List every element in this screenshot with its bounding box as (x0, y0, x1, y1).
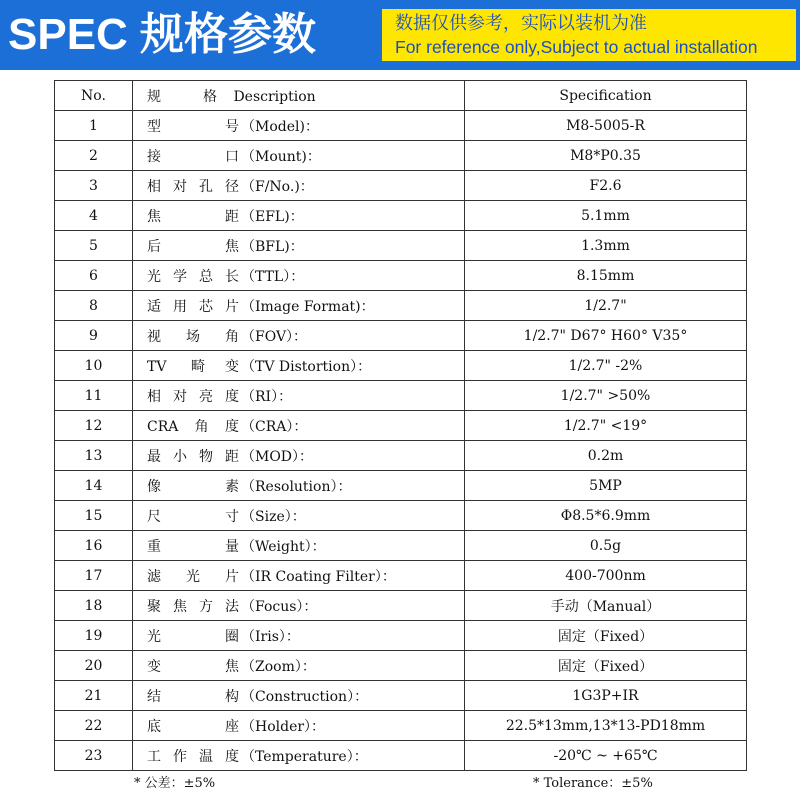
row-specification: 1/2.7" -2% (465, 351, 747, 381)
row-description-en: （CRA）： (241, 418, 308, 435)
row-description (133, 351, 465, 381)
row-description-en: （Holder）： (241, 718, 326, 735)
row-description-en: （TV Distortion）： (241, 358, 372, 375)
row-description (133, 261, 465, 291)
row-description-en: （Resolution）： (241, 478, 352, 495)
row-description (133, 621, 465, 651)
row-number: 11 (55, 381, 133, 411)
row-description (133, 111, 465, 141)
row-description-cn: 像素 (147, 478, 239, 495)
row-description-cn: 视场角 (147, 328, 239, 345)
table-row (55, 351, 747, 381)
row-description (133, 711, 465, 741)
row-description-en: （MOD）： (241, 448, 314, 465)
table-row (55, 681, 747, 711)
row-number: 14 (55, 471, 133, 501)
row-description (133, 291, 465, 321)
table-row (55, 531, 747, 561)
row-number: 8 (55, 291, 133, 321)
row-description (133, 531, 465, 561)
row-description-cn: 相对亮度 (147, 388, 239, 405)
table-row (55, 171, 747, 201)
row-specification: 400-700nm (465, 561, 747, 591)
row-specification: 5.1mm (465, 201, 747, 231)
row-description (133, 681, 465, 711)
row-specification: 0.5g (465, 531, 747, 561)
row-description (133, 651, 465, 681)
row-specification: 22.5*13mm,13*13-PD18mm (465, 711, 747, 741)
row-description-en: （Temperature）： (241, 748, 368, 765)
table-row (55, 411, 747, 441)
row-description-en: （TTL）： (241, 268, 305, 285)
row-description (133, 141, 465, 171)
row-specification: M8-5005-R (465, 111, 747, 141)
row-description (133, 591, 465, 621)
row-number: 19 (55, 621, 133, 651)
row-description-en: （Mount)： (241, 148, 321, 165)
row-description-en: （Image Format)： (241, 298, 375, 315)
row-specification: 0.2m (465, 441, 747, 471)
table-row (55, 561, 747, 591)
spec-table-body (55, 111, 747, 771)
column-header-specification: Specification (465, 81, 747, 111)
table-row (55, 621, 747, 651)
row-description-cn: 工作温度 (147, 748, 239, 765)
row-number: 17 (55, 561, 133, 591)
row-description (133, 321, 465, 351)
row-description-cn: 焦距 (147, 208, 239, 225)
table-header-row (55, 81, 747, 111)
row-description-cn: 后焦 (147, 238, 239, 255)
row-description-en: （IR Coating Filter）： (241, 568, 396, 585)
column-header-description-en: Description (233, 88, 316, 105)
table-row (55, 591, 747, 621)
column-header-description-cn: 规格 (147, 88, 217, 105)
row-specification: F2.6 (465, 171, 747, 201)
row-description (133, 381, 465, 411)
row-specification: 手动（Manual） (465, 591, 747, 621)
row-description (133, 231, 465, 261)
row-description-en: （Size）： (241, 508, 306, 525)
table-row (55, 651, 747, 681)
row-number: 10 (55, 351, 133, 381)
table-row (55, 291, 747, 321)
row-description (133, 201, 465, 231)
row-description-cn: 重量 (147, 538, 239, 555)
row-description-cn: 最小物距 (147, 448, 239, 465)
row-description-cn: 变焦 (147, 658, 239, 675)
row-description-cn: 光学总长 (147, 268, 239, 285)
row-description (133, 441, 465, 471)
row-specification: 1/2.7" (465, 291, 747, 321)
row-number: 13 (55, 441, 133, 471)
row-specification: 1G3P+IR (465, 681, 747, 711)
row-specification: Φ8.5*6.9mm (465, 501, 747, 531)
table-row (55, 201, 747, 231)
row-description-en: （Construction）： (241, 688, 369, 705)
row-number: 23 (55, 741, 133, 771)
row-description-en: （Iris）： (241, 628, 300, 645)
tolerance-note-cn: * 公差：±5% (134, 776, 216, 791)
row-description-en: （RI）： (241, 388, 293, 405)
row-number: 4 (55, 201, 133, 231)
row-number: 2 (55, 141, 133, 171)
row-number: 15 (55, 501, 133, 531)
notice-text-cn: 数据仅供参考，实际以装机为准 (395, 13, 647, 34)
row-description-cn: 光圈 (147, 628, 239, 645)
row-number: 9 (55, 321, 133, 351)
row-description (133, 411, 465, 441)
row-description (133, 171, 465, 201)
row-number: 22 (55, 711, 133, 741)
row-description-en: （Zoom）： (241, 658, 316, 675)
column-header-description (133, 81, 465, 111)
row-number: 12 (55, 411, 133, 441)
row-specification: 1/2.7" <19° (465, 411, 747, 441)
row-number: 3 (55, 171, 133, 201)
row-description-en: （EFL)： (241, 208, 304, 225)
table-row (55, 321, 747, 351)
row-specification: 8.15mm (465, 261, 747, 291)
row-description (133, 741, 465, 771)
row-specification: M8*P0.35 (465, 141, 747, 171)
row-description-en: （FOV）： (241, 328, 308, 345)
table-row (55, 141, 747, 171)
row-number: 18 (55, 591, 133, 621)
reference-notice (382, 9, 796, 61)
row-description (133, 471, 465, 501)
tolerance-note-en: * Tolerance：±5% (533, 776, 653, 791)
row-description-cn: 相对孔径 (147, 178, 239, 195)
table-row (55, 231, 747, 261)
row-description-en: （Focus）： (241, 598, 318, 615)
row-description (133, 501, 465, 531)
column-header-no: No. (55, 81, 133, 111)
page-title: SPEC 规格参数 (8, 10, 317, 59)
spec-table (54, 80, 747, 771)
row-description-cn: 适用芯片 (147, 298, 239, 315)
row-description-en: （Model)： (241, 118, 319, 135)
row-description-cn: 底座 (147, 718, 239, 735)
row-specification: 1/2.7" >50% (465, 381, 747, 411)
row-description-cn: CRA角度 (147, 418, 239, 435)
row-number: 6 (55, 261, 133, 291)
row-description-cn: 滤光片 (147, 568, 239, 585)
row-specification: 5MP (465, 471, 747, 501)
row-description-cn: TV 畸变 (147, 358, 239, 375)
row-number: 20 (55, 651, 133, 681)
row-description-cn: 聚焦方法 (147, 598, 239, 615)
table-row (55, 441, 747, 471)
row-specification: 固定（Fixed） (465, 651, 747, 681)
row-description-en: （BFL)： (241, 238, 304, 255)
row-description-en: （F/No.)： (241, 178, 314, 195)
table-row (55, 111, 747, 141)
row-number: 21 (55, 681, 133, 711)
row-description (133, 561, 465, 591)
table-row (55, 261, 747, 291)
row-specification: 1.3mm (465, 231, 747, 261)
row-description-cn: 结构 (147, 688, 239, 705)
row-description-cn: 型号 (147, 118, 239, 135)
table-row (55, 501, 747, 531)
table-row (55, 741, 747, 771)
header-banner (0, 0, 800, 70)
row-specification: 1/2.7" D67° H60° V35° (465, 321, 747, 351)
table-row (55, 471, 747, 501)
table-row (55, 381, 747, 411)
row-specification: 固定（Fixed） (465, 621, 747, 651)
row-number: 1 (55, 111, 133, 141)
notice-text-en: For reference only,Subject to actual installation (395, 37, 758, 57)
row-number: 5 (55, 231, 133, 261)
row-number: 16 (55, 531, 133, 561)
row-description-en: （Weight）： (241, 538, 326, 555)
row-specification: -20℃ ~ +65℃ (465, 741, 747, 771)
row-description-cn: 接口 (147, 148, 239, 165)
table-row (55, 711, 747, 741)
row-description-cn: 尺寸 (147, 508, 239, 525)
